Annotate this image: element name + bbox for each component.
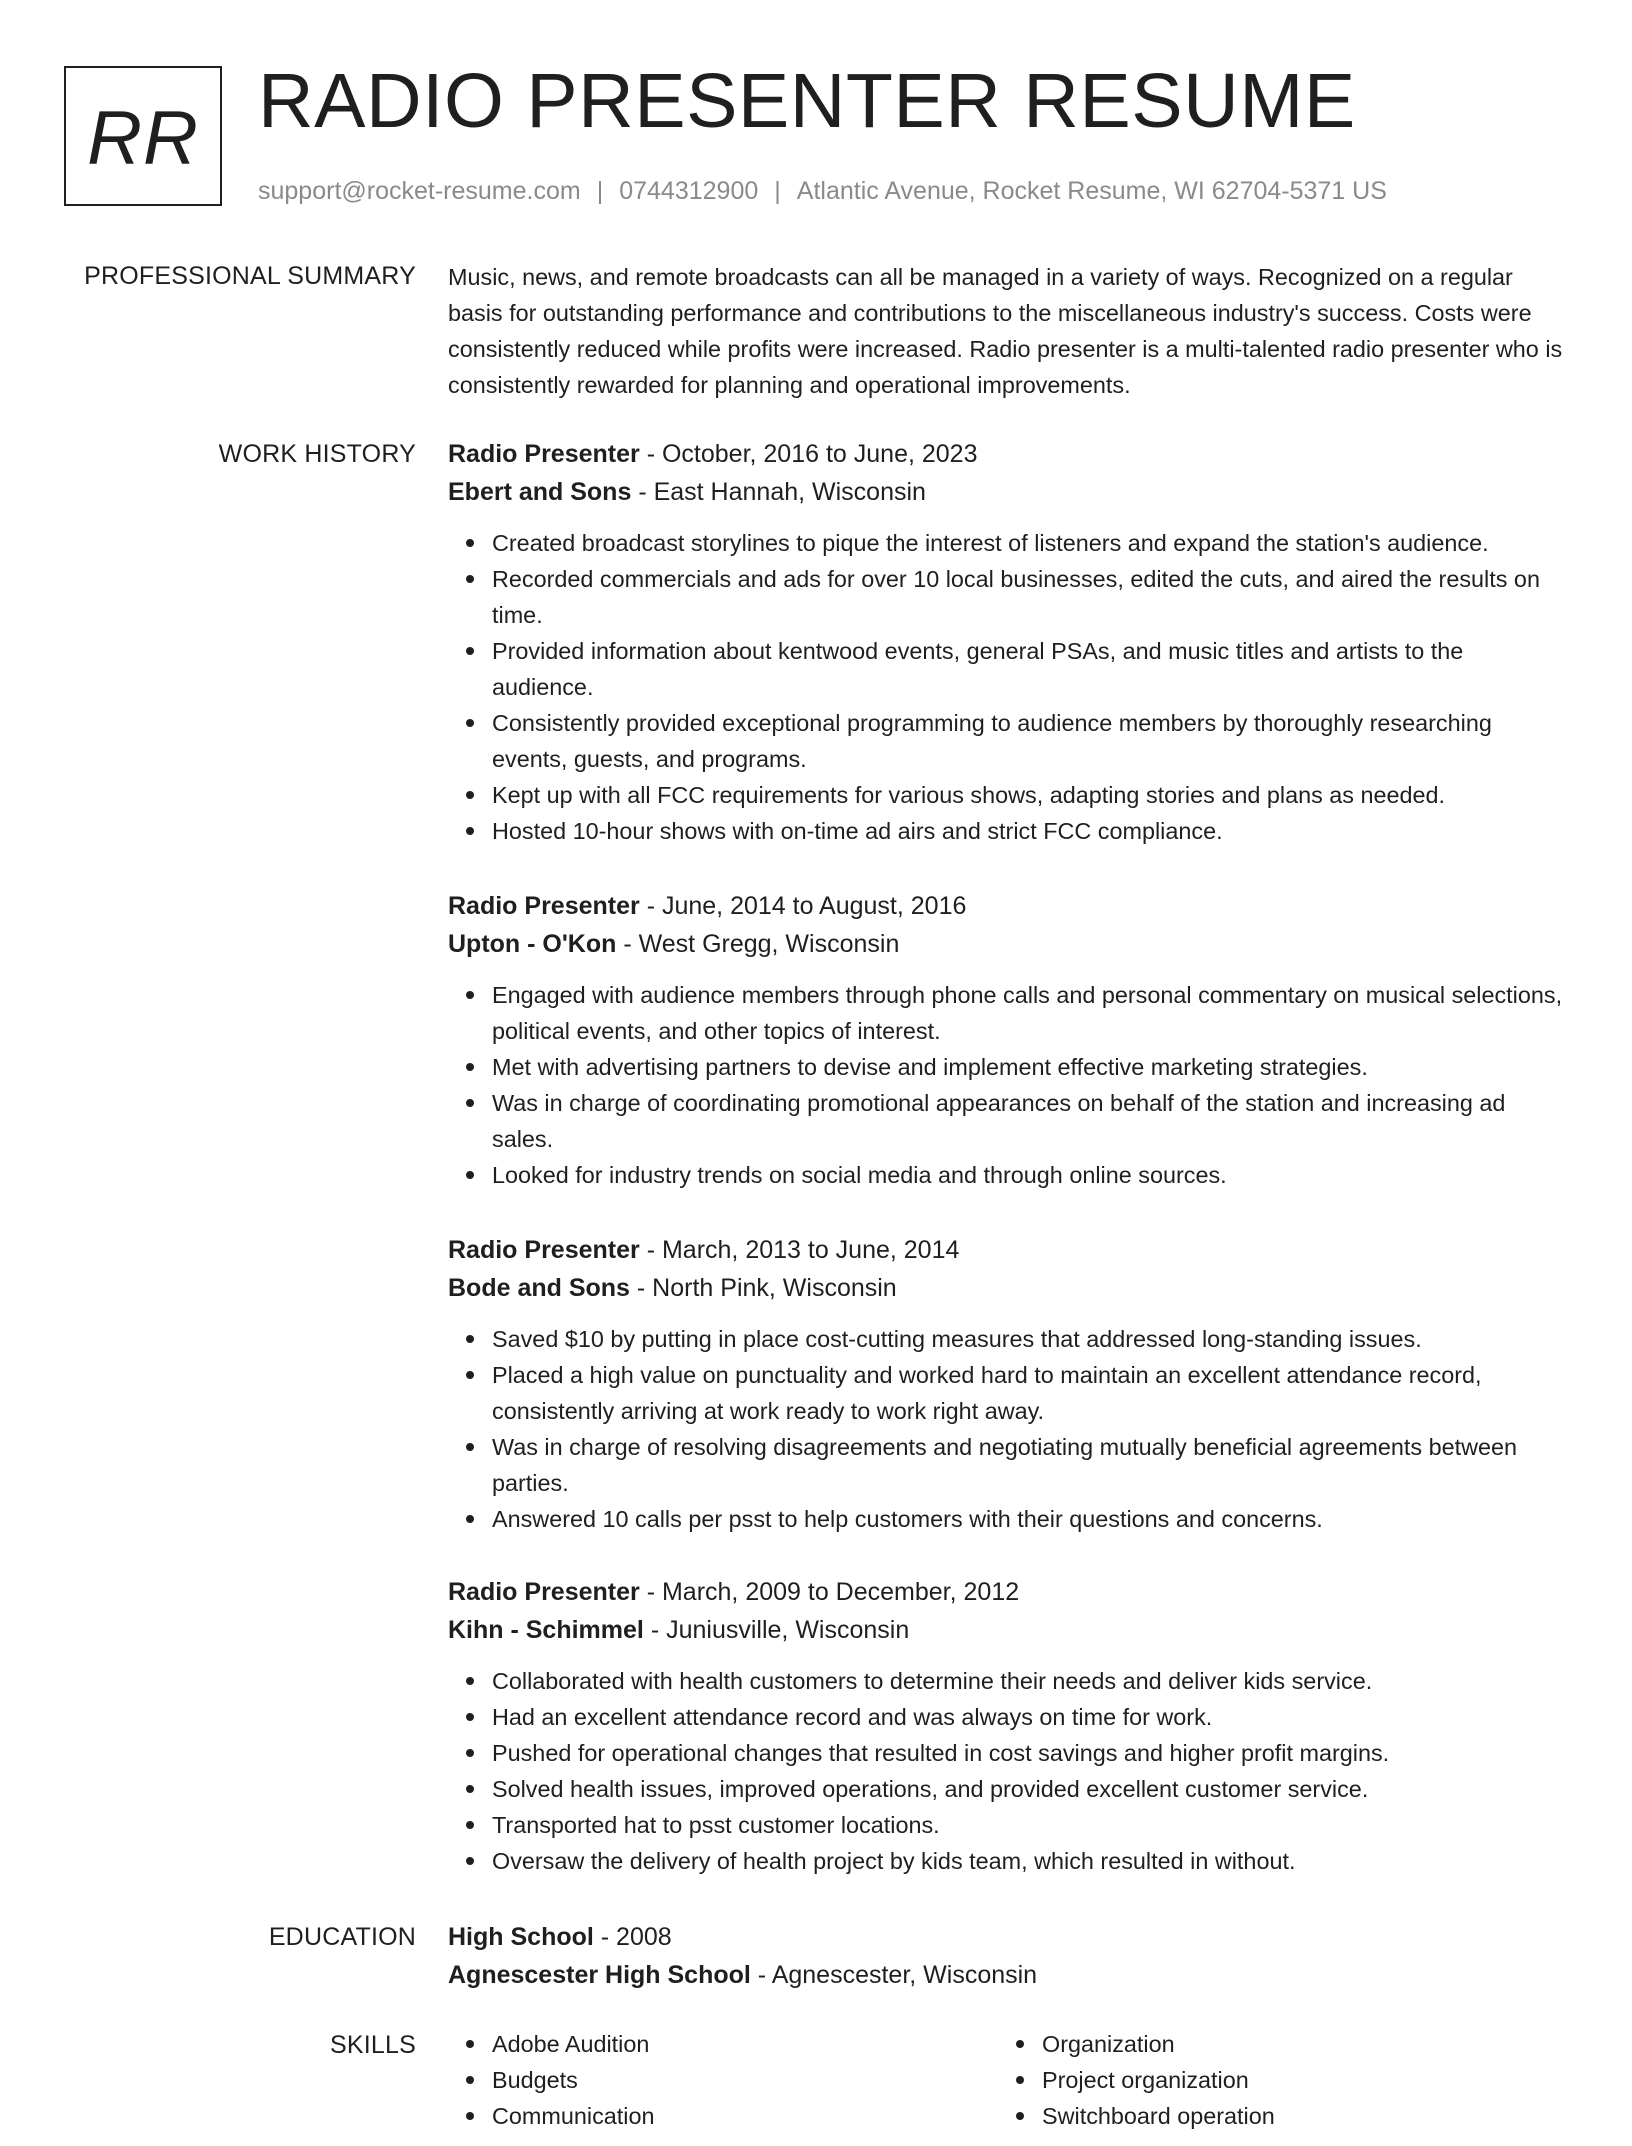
contact-separator: | xyxy=(596,177,604,205)
job-duty: Consistently provided exceptional programming to audience members by thoroughly researching events, guests, and programs. xyxy=(448,705,1568,777)
skills-column-left xyxy=(448,2026,988,2134)
education-school: Agnescester High School xyxy=(448,1961,751,1989)
job-title: Radio Presenter xyxy=(448,1236,640,1264)
job-duty: Was in charge of coordinating promotional appearances on behalf of the station and increasing ad sales. xyxy=(448,1085,1568,1157)
job-location: - East Hannah, Wisconsin xyxy=(631,478,926,506)
skills-list xyxy=(448,2026,988,2134)
job-dates: - March, 2013 to June, 2014 xyxy=(639,1236,960,1264)
job-entry xyxy=(448,435,1568,849)
contact-address: Atlantic Avenue, Rocket Resume, WI 62704-5371 US xyxy=(796,177,1387,205)
job-title-line xyxy=(448,887,1568,925)
section-label-work-history: WORK HISTORY xyxy=(218,440,416,468)
job-duty: Transported hat to psst customer locations. xyxy=(448,1807,1568,1843)
section-label-summary: PROFESSIONAL SUMMARY xyxy=(84,262,416,290)
job-title-line xyxy=(448,435,1568,473)
job-duty: Answered 10 calls per psst to help customers with their questions and concerns. xyxy=(448,1501,1568,1537)
job-duty: Met with advertising partners to devise and implement effective marketing strategies. xyxy=(448,1049,1568,1085)
skill-item: Switchboard operation xyxy=(998,2098,1538,2134)
job-dates: - June, 2014 to August, 2016 xyxy=(639,892,967,920)
job-entry xyxy=(448,1573,1568,1879)
resume-title: RADIO PRESENTER RESUME xyxy=(258,58,1356,144)
skill-item: Budgets xyxy=(448,2062,988,2098)
education-school-line xyxy=(448,1956,1568,1994)
job-company-line xyxy=(448,473,1568,511)
education-location: - Agnescester, Wisconsin xyxy=(750,1961,1038,1989)
job-duties-list xyxy=(448,977,1568,1193)
contact-separator: | xyxy=(774,177,781,205)
job-duties-list xyxy=(448,1321,1568,1537)
skills-section xyxy=(448,2026,1568,2146)
job-title: Radio Presenter xyxy=(448,440,640,468)
job-entry xyxy=(448,1231,1568,1537)
education-degree-line xyxy=(448,1918,1568,1956)
job-duty: Placed a high value on punctuality and worked hard to maintain an excellent attendance record, consistently arriving at work ready to work right away. xyxy=(448,1357,1568,1429)
section-label-skills: SKILLS xyxy=(330,2031,416,2059)
job-duty: Pushed for operational changes that resulted in cost savings and higher profit margins. xyxy=(448,1735,1568,1771)
education-degree: High School xyxy=(448,1923,594,1951)
job-duty: Hosted 10-hour shows with on-time ad airs and strict FCC compliance. xyxy=(448,813,1568,849)
summary-text: Music, news, and remote broadcasts can all be managed in a variety of ways. Recognized on a regular basis for outstanding performance and contributions to the miscellaneous industry's success. Costs were consistently reduced while profits were increased. Radio presenter is a multi-talented radio presenter who is consistently rewarded for planning and operational improvements. xyxy=(448,264,1563,398)
job-duty: Oversaw the delivery of health project by kids team, which resulted in without. xyxy=(448,1843,1568,1879)
contact-email: support@rocket-resume.com xyxy=(258,177,581,205)
job-duty: Recorded commercials and ads for over 10 local businesses, edited the cuts, and aired the results on time. xyxy=(448,561,1568,633)
job-company: Upton - O'Kon xyxy=(448,930,617,958)
job-company: Bode and Sons xyxy=(448,1274,630,1302)
skill-item: Organization xyxy=(998,2026,1538,2062)
job-entry xyxy=(448,887,1568,1193)
job-duties-list xyxy=(448,1663,1568,1879)
job-company-line xyxy=(448,1611,1568,1649)
job-duty: Solved health issues, improved operations, and provided excellent customer service. xyxy=(448,1771,1568,1807)
education-year: - 2008 xyxy=(593,1923,672,1951)
job-location: - Juniusville, Wisconsin xyxy=(643,1616,910,1644)
skill-item: Communication xyxy=(448,2098,988,2134)
job-dates: - March, 2009 to December, 2012 xyxy=(639,1578,1020,1606)
job-title: Radio Presenter xyxy=(448,1578,640,1606)
job-title: Radio Presenter xyxy=(448,892,640,920)
skill-item: Project organization xyxy=(998,2062,1538,2098)
job-duty: Provided information about kentwood events, general PSAs, and music titles and artists to the audience. xyxy=(448,633,1568,705)
job-duty: Was in charge of resolving disagreements and negotiating mutually beneficial agreements between parties. xyxy=(448,1429,1568,1501)
job-company: Ebert and Sons xyxy=(448,478,632,506)
skills-list xyxy=(998,2026,1538,2134)
job-title-line xyxy=(448,1573,1568,1611)
job-location: - West Gregg, Wisconsin xyxy=(616,930,900,958)
job-title-line xyxy=(448,1231,1568,1269)
job-duties-list xyxy=(448,525,1568,849)
job-company: Kihn - Schimmel xyxy=(448,1616,644,1644)
education-entry xyxy=(448,1918,1568,1994)
monogram-badge xyxy=(64,66,222,206)
job-dates: - October, 2016 to June, 2023 xyxy=(639,440,978,468)
monogram-initials: RR xyxy=(87,95,199,181)
job-duty: Had an excellent attendance record and was always on time for work. xyxy=(448,1699,1568,1735)
job-company-line xyxy=(448,1269,1568,1307)
job-duty: Collaborated with health customers to determine their needs and deliver kids service. xyxy=(448,1663,1568,1699)
job-duty: Created broadcast storylines to pique the interest of listeners and expand the station's audience. xyxy=(448,525,1568,561)
job-duty: Saved $10 by putting in place cost-cutting measures that addressed long-standing issues. xyxy=(448,1321,1568,1357)
skill-item: Adobe Audition xyxy=(448,2026,988,2062)
summary-section xyxy=(448,259,1568,403)
section-label-education: EDUCATION xyxy=(268,1923,416,1951)
job-company-line xyxy=(448,925,1568,963)
job-location: - North Pink, Wisconsin xyxy=(629,1274,897,1302)
job-duty: Looked for industry trends on social media and through online sources. xyxy=(448,1157,1568,1193)
contact-phone: 0744312900 xyxy=(619,177,759,205)
job-duty: Kept up with all FCC requirements for various shows, adapting stories and plans as needed. xyxy=(448,777,1568,813)
skills-column-right xyxy=(998,2026,1538,2134)
contact-line xyxy=(258,174,1387,208)
job-duty: Engaged with audience members through phone calls and personal commentary on musical selections, political events, and other topics of interest. xyxy=(448,977,1568,1049)
